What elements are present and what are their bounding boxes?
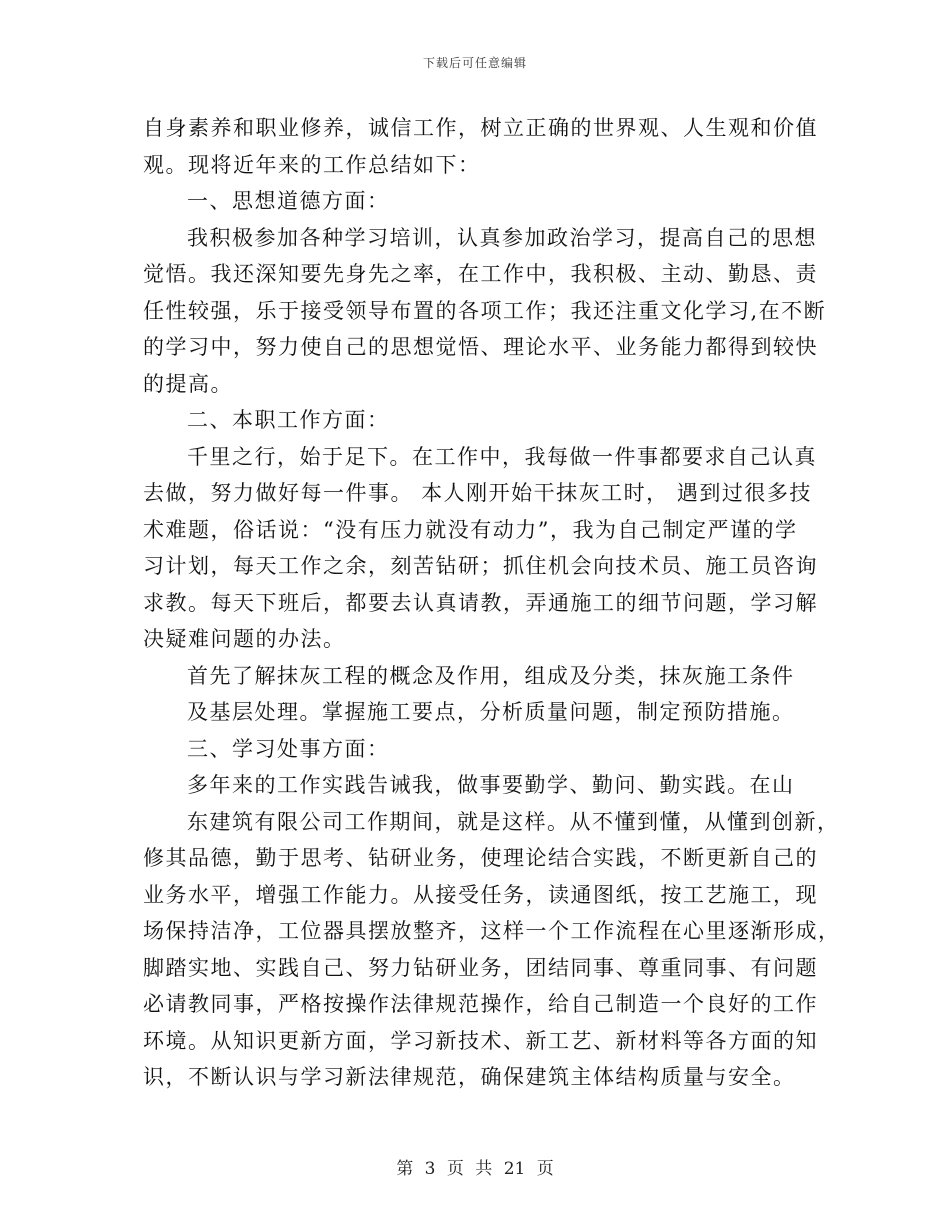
text-line: 多年来的工作实践告诫我，做事要勤学、勤问、勤实践。在山 <box>187 773 795 797</box>
text-line: 求教。每天下班后，都要去认真请教，弄通施工的细节问题，学习解 <box>143 590 818 615</box>
text-line: 业务水平，增强工作能力。从接受任务，读通图纸，按工艺施工，现 <box>143 882 818 907</box>
text-line: 我积极参加各种学习培训，认真参加政治学习，提高自己的思想 <box>187 225 817 250</box>
text-line: 一、思想道德方面： <box>187 189 390 213</box>
text-line: 去做，努力做好每一件事。 本人刚开始干抹灰工时， 遇到过很多技 <box>143 481 812 505</box>
text-line: 的学习中，努力使自己的思想觉悟、理论水平、业务能力都得到较快 <box>143 335 818 359</box>
text-line: 观。现将近年来的工作总结如下： <box>143 152 481 177</box>
page-footer: 第 3 页 共 21 页 <box>396 1159 554 1179</box>
text-line: 决疑难问题的办法。 <box>143 627 346 651</box>
text-line: 二、本职工作方面： <box>187 408 390 432</box>
text-line: 术难题，俗话说：“没有压力就没有动力”，我为自己制定严谨的学 <box>143 517 798 542</box>
page-header: 下载后可任意编辑 <box>422 56 527 70</box>
text-line: 觉悟。我还深知要先身先之率，在工作中，我积极、主动、勤恳、责 <box>143 262 818 286</box>
text-line: 任性较强，乐于接受领导布置的各项工作；我还注重文化学习,在不断 <box>143 298 827 323</box>
text-line: 首先了解抹灰工程的概念及作用，组成及分类，抹灰施工条件 <box>187 663 795 688</box>
text-line: 自身素养和职业修养，诚信工作，树立正确的世界观、人生观和价值 <box>143 116 818 140</box>
text-line: 识，不断认识与学习新法律规范，确保建筑主体结构质量与安全。 <box>143 1065 796 1089</box>
text-line: 修其品德，勤于思考、钻研业务，使理论结合实践，不断更新自己的 <box>143 846 818 870</box>
text-line: 三、学习处事方面： <box>187 736 390 761</box>
text-line: 必请教同事，严格按操作法律规范操作，给自己制造一个良好的工作 <box>143 992 818 1016</box>
text-line: 环境。从知识更新方面，学习新技术、新工艺、新材料等各方面的知 <box>143 1028 818 1053</box>
text-line: 场保持洁净，工位器具摆放整齐，这样一个工作流程在心里逐渐形成， <box>143 919 841 943</box>
text-line: 的提高。 <box>143 371 233 396</box>
text-line: 及基层处理。掌握施工要点，分析质量问题，制定预防措施。 <box>187 700 795 724</box>
text-line: 千里之行，始于足下。在工作中，我每做一件事都要求自己认真 <box>187 444 817 469</box>
text-line: 习计划，每天工作之余，刻苦钻研；抓住机会向技术员、施工员咨询 <box>143 554 818 578</box>
text-line: 脚踏实地、实践自己、努力钻研业务，团结同事、尊重同事、有问题 <box>143 955 818 980</box>
document-body <box>143 110 841 1096</box>
text-line: 东建筑有限公司工作期间，就是这样。从不懂到懂，从懂到创新， <box>187 809 840 834</box>
